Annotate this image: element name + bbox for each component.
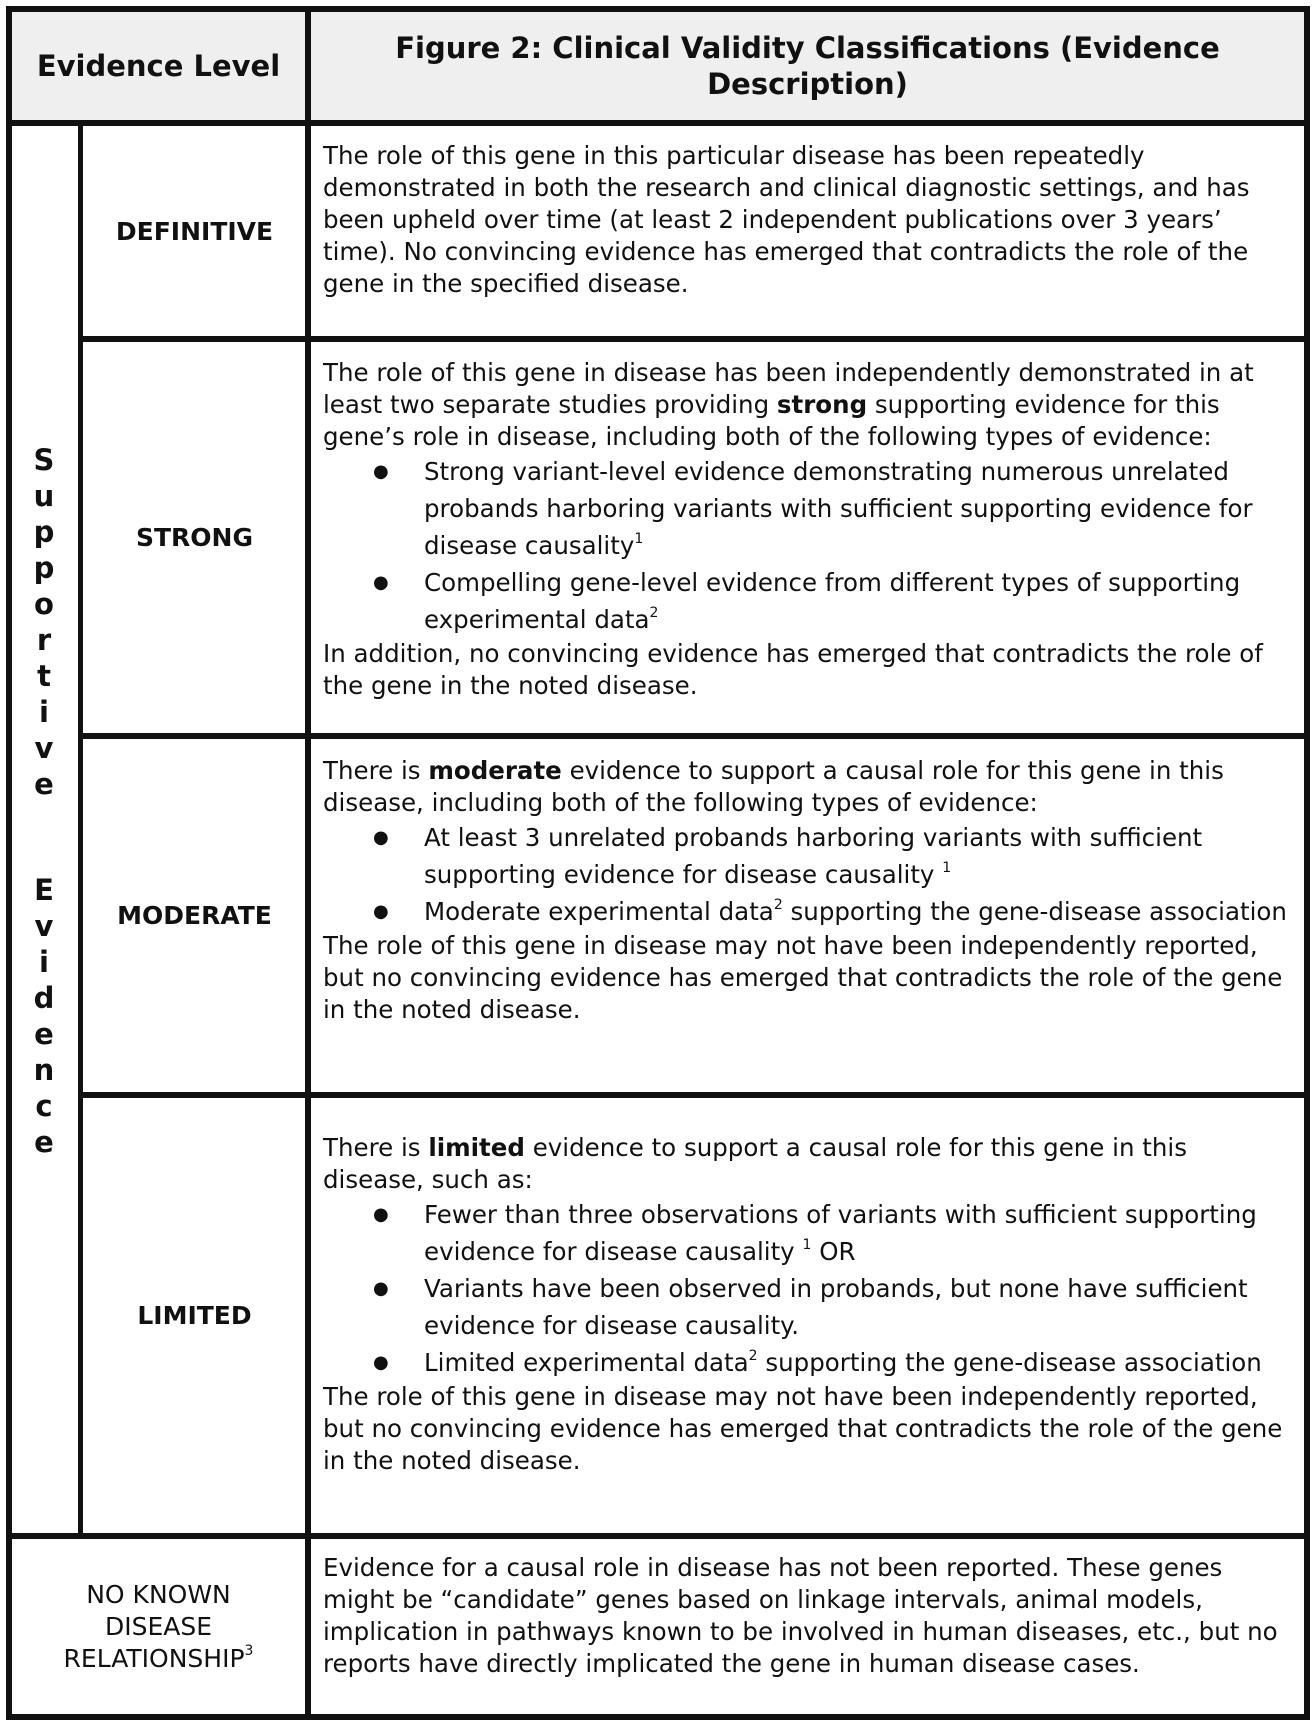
desc-definitive: The role of this gene in this particular disease has been repeatedly demonstrated in both the research and clinical diagnostic settings, and has been upheld over time (at least 2 independent publications over 3 years’ time). No convincing evidence has emerged that contradicts the role of the gene in the specified disease. [323,141,1250,298]
level-limited: LIMITED [137,1301,252,1330]
divider [12,1533,1304,1539]
list-item: ● Strong variant-level evidence demonstrating numerous unrelated probands harboring variants with sufficient supporting evidence for disease causality$^1$ [323,453,1294,564]
desc-moderate [311,755,1304,1026]
supportive-evidence-label: S u p p o r t i v e E v i d e n c e [33,443,55,1159]
limited-intro: There is limited evidence to support a causal role for this gene in this disease, such as: [323,1133,1187,1194]
desc-strong [311,357,1304,702]
list-item: ● Moderate experimental data$^2$ supporting the gene-disease association [323,893,1294,930]
header-figure-title [311,12,1304,120]
level-strong: STRONG [135,523,253,552]
list-item: ● Limited experimental data$^2$ supporting the gene-disease association [323,1344,1294,1381]
list-item: ● Variants have been observed in probands, but none have sufficient evidence for disease causality. [323,1270,1294,1344]
divider [83,1092,1304,1098]
strong-outro: In addition, no convincing evidence has emerged that contradicts the role of the gene in the noted disease. [323,639,1263,700]
level-no-known-disease: NO KNOWN DISEASE RELATIONSHIP$^3$ [63,1579,254,1673]
moderate-intro: There is moderate evidence to support a causal role for this gene in this disease, including both of the following types of evidence: [323,756,1224,817]
list-item: ● Compelling gene-level evidence from different types of supporting experimental data$^2$ [323,564,1294,638]
divider [12,120,1304,126]
divider [83,336,1304,342]
level-moderate: MODERATE [117,901,272,930]
figure-title: Figure 2: Clinical Validity Classifications (Evidence Description) [395,31,1220,101]
header-evidence-level-text: Evidence Level [36,49,281,83]
list-item: ● At least 3 unrelated probands harboring variants with sufficient supporting evidence for disease causality $^1$ [323,819,1294,893]
desc-limited [311,1132,1304,1477]
list-item: ● Fewer than three observations of variants with sufficient supporting evidence for disease causality $^1$ OR [323,1196,1294,1270]
strong-intro: The role of this gene in disease has been independently demonstrated in at least two separate studies providing strong supporting evidence for this gene’s role in disease, including both of the following types of evidence: [323,358,1254,451]
limited-outro: The role of this gene in disease may not have been independently reported, but no convincing evidence has emerged that contradicts the role of the gene in the noted disease. [323,1382,1283,1475]
desc-no-known-disease: Evidence for a causal role in disease has not been reported. These genes might be “candidate” genes based on linkage intervals, animal models, implication in pathways known to be involved in human diseases, etc., but no reports have directly implicated the gene in human disease cases. [323,1553,1278,1678]
moderate-outro: The role of this gene in disease may not have been independently reported, but no convincing evidence has emerged that contradicts the role of the gene in the noted disease. [323,931,1283,1024]
divider [305,12,311,1714]
divider [83,733,1304,739]
level-definitive: DEFINITIVE [115,216,274,246]
header-evidence-level [12,12,305,120]
